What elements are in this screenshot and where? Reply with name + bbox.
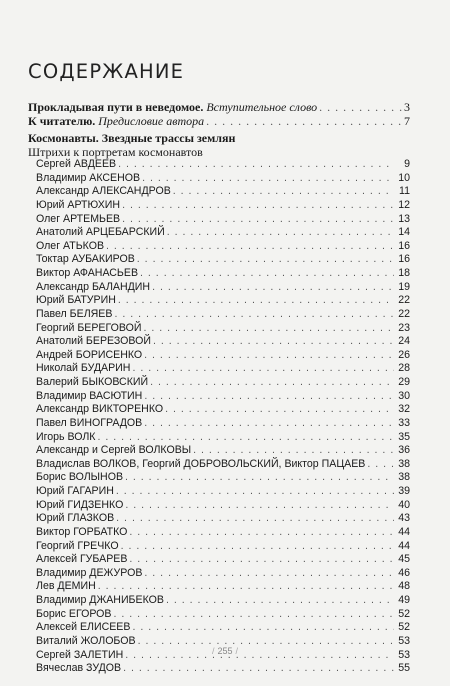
toc-entry-name: Юрий АРТЮХИН bbox=[36, 198, 121, 211]
toc-entry bbox=[36, 376, 410, 390]
toc-entry bbox=[36, 253, 410, 267]
toc-entry-page: 33 bbox=[398, 416, 410, 429]
toc-entry-name: Валерий БЫКОВСКИЙ bbox=[36, 376, 149, 388]
toc-entry-name: Владимир ДЕЖУРОВ bbox=[36, 566, 143, 579]
toc-entry bbox=[36, 417, 410, 431]
toc-entry bbox=[36, 444, 410, 458]
toc-entry bbox=[36, 308, 410, 322]
toc-entry bbox=[36, 199, 410, 213]
dot-leader bbox=[165, 403, 394, 417]
toc-entry-page: 19 bbox=[398, 280, 410, 293]
dot-leader bbox=[150, 376, 394, 390]
toc-entry bbox=[36, 226, 410, 240]
toc-entry-page: 26 bbox=[398, 348, 410, 361]
dot-leader bbox=[193, 444, 394, 458]
toc-entry bbox=[36, 185, 410, 199]
toc-entry-name: Лев ДЕМИН bbox=[36, 580, 96, 593]
dot-leader bbox=[123, 662, 394, 676]
toc-entry bbox=[36, 580, 410, 594]
dot-leader bbox=[144, 390, 394, 404]
toc-entry bbox=[36, 526, 410, 540]
lead-entry-subtitle: Вступительное слово bbox=[206, 100, 318, 114]
toc-entry-page: 12 bbox=[398, 198, 410, 211]
toc-entry bbox=[36, 403, 410, 417]
toc-entry-name: Олег АРТЕМЬЕВ bbox=[36, 212, 121, 225]
toc-lead-entry-preface bbox=[28, 114, 410, 128]
section-subheading: Штрихи к портретам космонавтов bbox=[28, 145, 203, 159]
toc-entry-page: 52 bbox=[398, 621, 410, 634]
toc-entry-name: Александр БАЛАНДИН bbox=[36, 280, 151, 293]
toc-entry-name: Павел ВИНОГРАДОВ bbox=[36, 416, 143, 429]
toc-entry-page: 43 bbox=[398, 512, 410, 525]
dot-leader bbox=[125, 499, 394, 513]
toc-entry bbox=[36, 267, 410, 281]
toc-entry bbox=[36, 158, 410, 172]
dot-leader bbox=[319, 100, 402, 114]
dot-leader bbox=[137, 253, 394, 267]
dot-leader bbox=[121, 540, 394, 554]
toc-entry bbox=[36, 294, 410, 308]
lead-entry-page: 7 bbox=[404, 114, 410, 128]
toc-entry bbox=[36, 553, 410, 567]
toc-entry-page: 49 bbox=[398, 594, 410, 606]
dot-leader bbox=[122, 199, 394, 213]
toc-entry-page: 44 bbox=[398, 539, 410, 552]
toc-entry-name: Юрий БАТУРИН bbox=[36, 294, 116, 307]
toc-entry-page: 22 bbox=[398, 307, 410, 320]
dot-leader bbox=[132, 362, 394, 376]
toc-entry-name: Сергей АВДЕЕВ bbox=[36, 158, 117, 170]
toc-entry bbox=[36, 213, 410, 227]
footer-slash-left: / bbox=[211, 646, 215, 656]
toc-entry-name: Владислав ВОЛКОВ, Георгий ДОБРОВОЛЬСКИЙ, Виктор ПАЦАЕВ bbox=[36, 457, 366, 470]
toc-entry bbox=[36, 512, 410, 526]
toc-entry bbox=[36, 594, 410, 608]
toc-entry-name: Владимир ВАСЮТИН bbox=[36, 389, 143, 402]
dot-leader bbox=[132, 621, 394, 635]
toc-entry-name: Борис ЕГОРОВ bbox=[36, 607, 112, 620]
toc-entry-name: Георгий ГРЕЧКО bbox=[36, 539, 119, 552]
toc-entry bbox=[36, 172, 410, 186]
dot-leader bbox=[118, 158, 394, 172]
page-number: 255 bbox=[217, 646, 233, 656]
dot-leader bbox=[116, 512, 394, 526]
toc-entry-name: Владимир ДЖАНИБЕКОВ bbox=[36, 594, 164, 606]
toc-entry-page: 44 bbox=[398, 525, 410, 538]
toc-entry-name: Георгий БЕРЕГОВОЙ bbox=[36, 321, 142, 334]
toc-entry-name: Токтар АУБАКИРОВ bbox=[36, 253, 135, 266]
dot-leader bbox=[113, 608, 394, 622]
toc-entry-page: 13 bbox=[398, 212, 410, 225]
toc-entry-page: 38 bbox=[398, 457, 410, 470]
footer-slash-right: / bbox=[235, 646, 239, 656]
toc-entry-name: Анатолий АРЦЕБАРСКИЙ bbox=[36, 226, 165, 239]
toc-entry-page: 30 bbox=[398, 389, 410, 402]
toc-entry-page: 36 bbox=[398, 444, 410, 457]
dot-leader bbox=[152, 281, 394, 295]
toc-entry-name: Николай БУДАРИН bbox=[36, 362, 131, 375]
toc-entry-page: 39 bbox=[398, 485, 410, 497]
dot-leader bbox=[144, 567, 394, 581]
dot-leader bbox=[142, 172, 394, 186]
toc-entry-page: 18 bbox=[398, 267, 410, 279]
dot-leader bbox=[367, 458, 394, 472]
toc-entry bbox=[36, 485, 410, 499]
toc-entry bbox=[36, 567, 410, 581]
toc-entry bbox=[36, 621, 410, 635]
toc-entry bbox=[36, 349, 410, 363]
toc-entry-name: Павел БЕЛЯЕВ bbox=[36, 307, 113, 320]
dot-leader bbox=[144, 417, 394, 431]
toc-entry-page: 48 bbox=[398, 580, 410, 593]
toc-entry-page: 53 bbox=[398, 634, 410, 647]
toc-entry-name: Виктор ГОРБАТКО bbox=[36, 525, 128, 538]
toc-entry bbox=[36, 390, 410, 404]
dot-leader bbox=[166, 594, 394, 608]
dot-leader bbox=[206, 114, 402, 128]
toc-entry-page: 16 bbox=[398, 239, 410, 252]
toc-entry-name: Александр ВИКТОРЕНКО bbox=[36, 403, 164, 416]
toc-entry-page: 55 bbox=[398, 662, 410, 675]
toc-entry bbox=[36, 608, 410, 622]
toc-entry-name: Алексей ЕЛИСЕЕВ bbox=[36, 621, 131, 634]
dot-leader bbox=[143, 322, 394, 336]
toc-entry-name: Юрий ГИДЗЕНКО bbox=[36, 498, 124, 511]
dot-leader bbox=[129, 526, 394, 540]
toc-entry-page: 28 bbox=[398, 362, 410, 375]
toc-list bbox=[36, 158, 410, 676]
toc-entry-name: Владимир АКСЕНОВ bbox=[36, 171, 141, 184]
dot-leader bbox=[167, 226, 394, 240]
toc-entry-page: 23 bbox=[398, 321, 410, 334]
toc-entry-name: Олег АТЬКОВ bbox=[36, 239, 105, 252]
dot-leader bbox=[122, 213, 394, 227]
toc-entry bbox=[36, 240, 410, 254]
toc-entry-page: 11 bbox=[399, 185, 410, 198]
toc-entry-page: 29 bbox=[398, 376, 410, 388]
toc-entry-name: Андрей БОРИСЕНКО bbox=[36, 348, 143, 361]
toc-entry bbox=[36, 281, 410, 295]
toc-entry bbox=[36, 540, 410, 554]
toc-entry-name: Виктор АФАНАСЬЕВ bbox=[36, 267, 139, 279]
dot-leader bbox=[144, 349, 394, 363]
toc-entry-page: 35 bbox=[398, 430, 410, 443]
toc-entry-page: 9 bbox=[404, 158, 410, 170]
lead-entry-title: Прокладывая пути в неведомое. bbox=[28, 100, 204, 114]
lead-entry-title: К читателю. bbox=[28, 114, 96, 128]
page-title: СОДЕРЖАНИЕ bbox=[28, 60, 185, 83]
toc-lead-entry-foreword bbox=[28, 100, 410, 114]
toc-entry-page: 52 bbox=[398, 607, 410, 620]
toc-entry-page: 40 bbox=[398, 498, 410, 511]
dot-leader bbox=[114, 308, 394, 322]
toc-entry-name: Юрий ГЛАЗКОВ bbox=[36, 512, 115, 525]
toc-entry-name: Александр и Сергей ВОЛКОВЫ bbox=[36, 444, 192, 457]
toc-entry-name: Вячеслав ЗУДОВ bbox=[36, 662, 122, 675]
dot-leader bbox=[125, 471, 394, 485]
toc-entry bbox=[36, 499, 410, 513]
dot-leader bbox=[173, 185, 394, 199]
toc-entry-page: 16 bbox=[398, 253, 410, 266]
toc-entry bbox=[36, 362, 410, 376]
dot-leader bbox=[140, 267, 394, 281]
toc-entry-name: Юрий ГАГАРИН bbox=[36, 485, 114, 497]
toc-entry-name: Александр АЛЕКСАНДРОВ bbox=[36, 185, 171, 198]
dot-leader bbox=[97, 431, 394, 445]
toc-entry bbox=[36, 431, 410, 445]
dot-leader bbox=[153, 335, 394, 349]
toc-entry-name: Анатолий БЕРЕЗОВОЙ bbox=[36, 335, 151, 348]
dot-leader bbox=[118, 294, 394, 308]
lead-entry-page: 3 bbox=[404, 100, 410, 114]
dot-leader bbox=[98, 580, 394, 594]
dot-leader bbox=[116, 485, 394, 499]
lead-entry-subtitle: Предисловие автора bbox=[98, 114, 205, 128]
toc-entry-page: 14 bbox=[398, 226, 410, 239]
toc-entry-name: Борис ВОЛЫНОВ bbox=[36, 471, 124, 484]
toc-entry-name: Алексей ГУБАРЕВ bbox=[36, 553, 128, 566]
toc-entry bbox=[36, 662, 410, 676]
toc-entry-page: 53 bbox=[398, 648, 410, 661]
toc-entry-name: Сергей ЗАЛЕТИН bbox=[36, 648, 124, 661]
toc-entry-name: Игорь ВОЛК bbox=[36, 430, 96, 443]
section-heading: Космонавты. Звездные трассы землян bbox=[28, 131, 236, 145]
toc-entry-page: 32 bbox=[398, 403, 410, 416]
toc-entry bbox=[36, 335, 410, 349]
toc-entry-page: 45 bbox=[398, 553, 410, 566]
toc-entry-page: 10 bbox=[398, 171, 410, 184]
toc-entry bbox=[36, 458, 410, 472]
toc-entry bbox=[36, 322, 410, 336]
toc-entry-page: 22 bbox=[398, 294, 410, 307]
page-footer bbox=[0, 646, 450, 656]
dot-leader bbox=[106, 240, 394, 254]
dot-leader bbox=[129, 553, 394, 567]
toc-entry-page: 24 bbox=[398, 335, 410, 348]
toc-entry-name: Виталий ЖОЛОБОВ bbox=[36, 634, 136, 647]
toc-entry-page: 46 bbox=[398, 566, 410, 579]
toc-entry-page: 38 bbox=[398, 471, 410, 484]
toc-entry bbox=[36, 471, 410, 485]
